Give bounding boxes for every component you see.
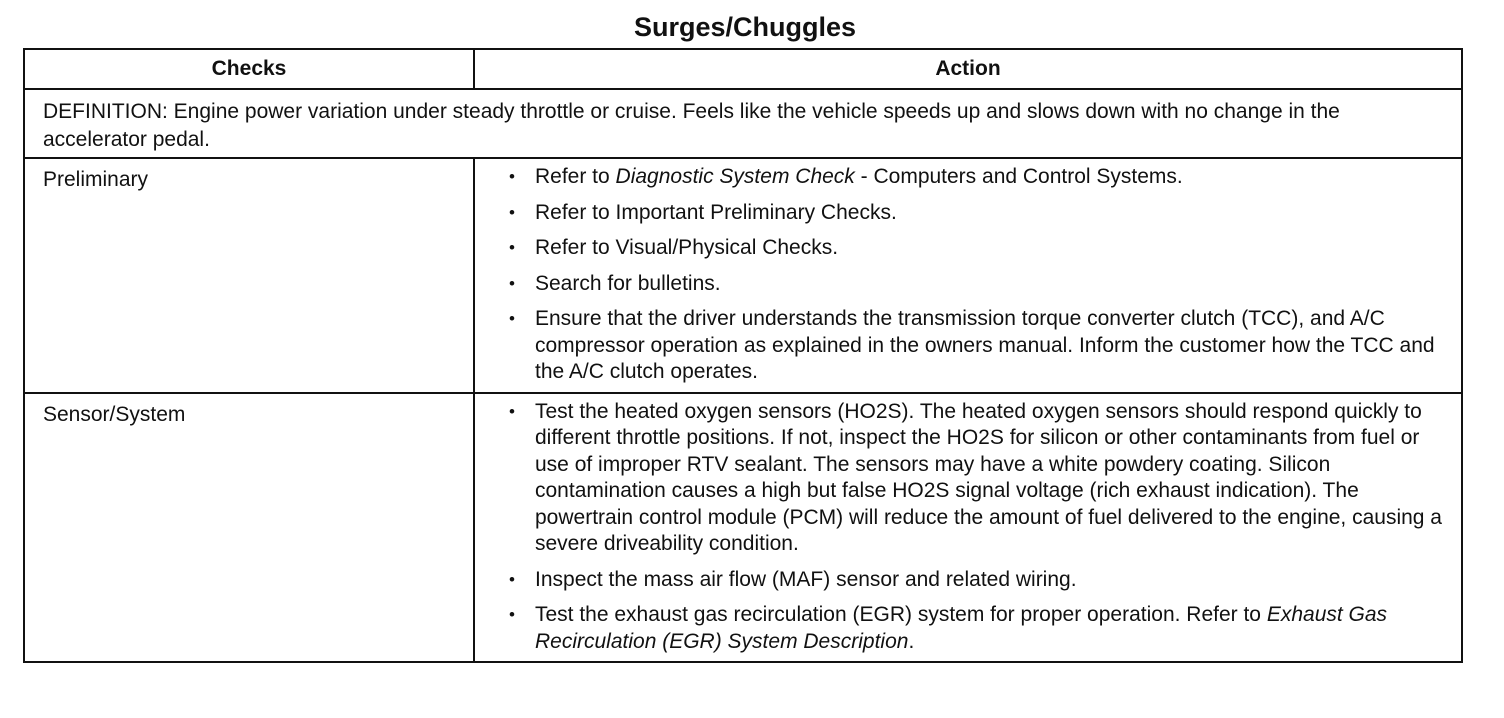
action-cell-preliminary bbox=[474, 158, 1462, 393]
action-cell-sensor-system bbox=[474, 393, 1462, 663]
page-title: Surges/Chuggles bbox=[633, 12, 857, 42]
action-list bbox=[509, 399, 1449, 656]
bullet-icon: • bbox=[509, 605, 515, 624]
action-item bbox=[509, 235, 1449, 262]
action-text: Refer to bbox=[535, 165, 616, 188]
action-text-tail: - Computers and Control Systems. bbox=[854, 165, 1183, 188]
action-item bbox=[509, 567, 1449, 594]
header-checks: Checks bbox=[24, 49, 474, 89]
action-item bbox=[509, 399, 1449, 558]
table-row bbox=[24, 393, 1462, 663]
action-item bbox=[509, 271, 1449, 298]
action-text: Refer to Visual/Physical Checks. bbox=[535, 236, 839, 259]
action-text: Search for bulletins. bbox=[535, 271, 721, 295]
bullet-icon: • bbox=[509, 202, 515, 222]
check-preliminary: Preliminary bbox=[24, 158, 474, 393]
bullet-icon: • bbox=[509, 273, 515, 293]
check-sensor-system: Sensor/System bbox=[24, 393, 474, 663]
action-item bbox=[509, 164, 1449, 191]
action-reference: Exhaust Gas Recirculation (EGR) System Description bbox=[535, 603, 1388, 653]
definition-text: DEFINITION: Engine power variation under steady throttle or cruise. Feels like the vehicle speeds up and slows down with no change in the accelerator pedal. bbox=[24, 89, 1462, 158]
action-text: Test the heated oxygen sensors (HO2S). The heated oxygen sensors should respond quickly to different throttle positions. If not, inspect the HO2S for silicon or other contaminants from fuel or use of improper RTV sealant. The sensors may have a white powdery coating. Silicon contamination causes a high but false HO2S signal voltage (rich exhaust indication). The powertrain control module (PCM) will reduce the amount of fuel delivered to the engine, causing a severe driveability condition. bbox=[535, 399, 1442, 555]
action-text: Refer to Important Preliminary Checks. bbox=[535, 200, 897, 224]
action-item bbox=[509, 602, 1449, 655]
diagnostic-table bbox=[23, 48, 1463, 663]
bullet-icon: • bbox=[509, 401, 515, 421]
bullet-icon: • bbox=[509, 238, 515, 257]
action-item bbox=[509, 200, 1449, 227]
action-list bbox=[509, 164, 1449, 386]
header-row bbox=[24, 49, 1462, 89]
action-text-tail: . bbox=[908, 629, 915, 653]
action-text: Inspect the mass air flow (MAF) sensor and related wiring. bbox=[535, 567, 1077, 591]
bullet-icon: • bbox=[509, 569, 515, 589]
action-text: Test the exhaust gas recirculation (EGR) system for proper operation. Refer to bbox=[535, 603, 1267, 626]
bullet-icon: • bbox=[509, 309, 515, 328]
bullet-icon: • bbox=[509, 167, 515, 186]
definition-row bbox=[24, 89, 1462, 158]
table-row bbox=[24, 158, 1462, 393]
header-action: Action bbox=[474, 49, 1462, 89]
action-reference: Diagnostic System Check bbox=[615, 165, 855, 188]
action-item bbox=[509, 306, 1449, 386]
action-text: Ensure that the driver understands the transmission torque converter clutch (TCC), and A/C compressor operation as explained in the owners manual. Inform the customer how the TCC and the A/C clutch operates. bbox=[535, 307, 1435, 383]
